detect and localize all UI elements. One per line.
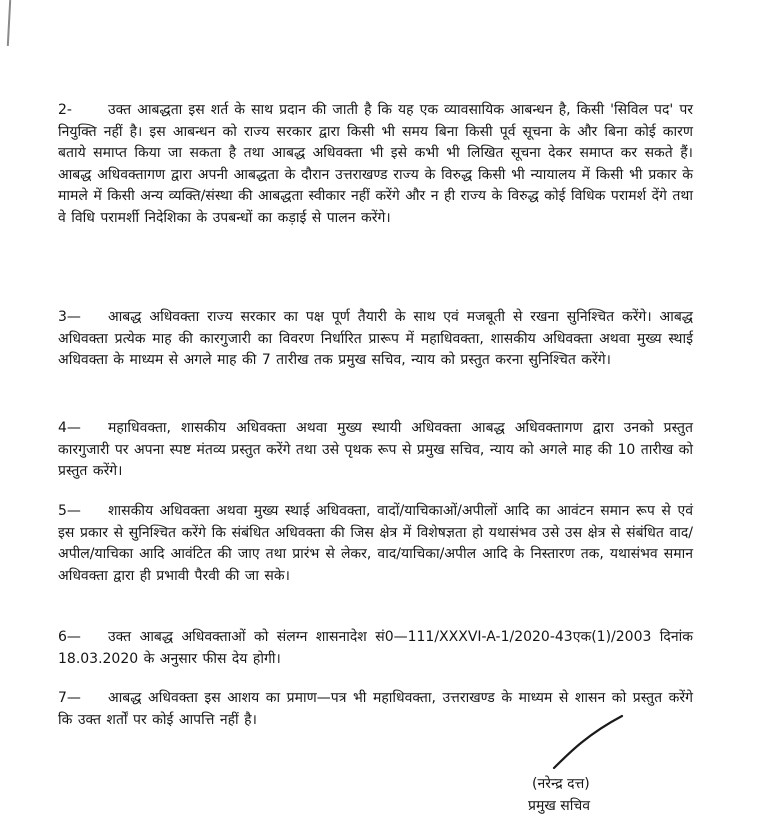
paragraph-text: उक्त आबद्धता इस शर्त के साथ प्रदान की जाती है कि यह एक व्यावसायिक आबन्धन है, किसी 'सिविल पद' पर नियुक्ति नहीं है। इस आबन्धन को राज्य सरकार द्वारा किसी भी समय बिना किसी पूर्व सूचना के और बिना कोई कारण बताये समाप्त किया जा सकता है तथा आबद्ध अधिवक्ता भी इसे कभी भी लिखित सूचना देकर समाप्त कर सकते हैं। आबद्ध अधिवक्तागण द्वारा अपनी आबद्धता के दौरान उत्तराखण्ड राज्य के विरुद्ध किसी भी न्यायालय में किसी भी प्रकार के मामले में किसी अन्य व्यक्ति/संस्था की आबद्धता स्वीकार नहीं करेंगे और न ही राज्य के विरुद्ध कोई विधिक परामर्श देंगे तथा वे विधि परामर्शी निदेशिका के उपबन्धों का कड़ाई से पालन करेंगे। <box>58 102 693 226</box>
paragraph-2 <box>58 100 693 229</box>
paragraph-text: महाधिवक्ता, शासकीय अधिवक्ता अथवा मुख्य स्थायी अधिवक्ता आबद्ध अधिवक्तागण द्वारा उनको प्रस्तुत कारगुजारी पर अपना स्पष्ट मंतव्य प्रस्तुत करेंगे तथा उसे पृथक रूप से प्रमुख सचिव, न्याय को अगले माह की 10 तारीख को प्रस्तुत करेंगे। <box>58 420 693 479</box>
paragraph-number: 6— <box>58 629 81 645</box>
paragraph-text: शासकीय अधिवक्ता अथवा मुख्य स्थाई अधिवक्ता, वादों/याचिकाओं/अपीलों आदि का आवंटन समान रूप से एवं इस प्रकार से सुनिश्चित करेंगे कि संबंधित अधिवक्ता की जिस क्षेत्र में विशेषज्ञता हो यथासंभव उसे उस क्षेत्र से संबंधित वाद/अपील/याचिका आदि आवंटित की जाए तथा प्रारंभ से लेकर, वाद/याचिका/अपील आदि के निस्तारण तक, यथासंभव समान अधिवक्ता द्वारा ही प्रभावी पैरवी की जा सके। <box>58 503 693 584</box>
paragraph-number: 7— <box>58 690 81 706</box>
signatory-designation: प्रमुख सचिव <box>528 798 591 814</box>
paragraph-number: 4— <box>58 420 81 436</box>
paragraph-3 <box>58 307 693 372</box>
signatory-name: (नरेन्द्र दत्त) <box>532 776 590 792</box>
scan-edge-mark <box>7 0 11 46</box>
signature-mark <box>548 712 628 774</box>
paragraph-number: 2- <box>58 102 72 118</box>
paragraph-number: 3— <box>58 309 81 325</box>
paragraph-text: उक्त आबद्ध अधिवक्ताओं को संलग्न शासनादेश सं0—111/XXXVI-A-1/2020-43एक(1)/2003 दिनांक 18.03.2020 के अनुसार फीस देय होगी। <box>58 629 693 667</box>
paragraph-4 <box>58 418 693 483</box>
paragraph-number: 5— <box>58 503 81 519</box>
paragraph-text: आबद्ध अधिवक्ता राज्य सरकार का पक्ष पूर्ण तैयारी के साथ एवं मजबूती से रखना सुनिश्चित करेंगे। आबद्ध अधिवक्ता प्रत्येक माह की कारगुजारी का विवरण निर्धारित प्रारूप में महाधिवक्ता, शासकीय अधिवक्ता अथवा मुख्य स्थाई अधिवक्ता के माध्यम से अगले माह की 7 तारीख तक प्रमुख सचिव, न्याय को प्रस्तुत करना सुनिश्चित करेंगे। <box>58 309 693 368</box>
paragraph-5 <box>58 501 693 587</box>
paragraph-text: आबद्ध अधिवक्ता इस आशय का प्रमाण—पत्र भी महाधिवक्ता, उत्तराखण्ड के माध्यम से शासन को प्रस्तुत करेंगे कि उक्त शर्तों पर कोई आपत्ति नहीं है। <box>58 690 693 728</box>
paragraph-6 <box>58 627 693 670</box>
